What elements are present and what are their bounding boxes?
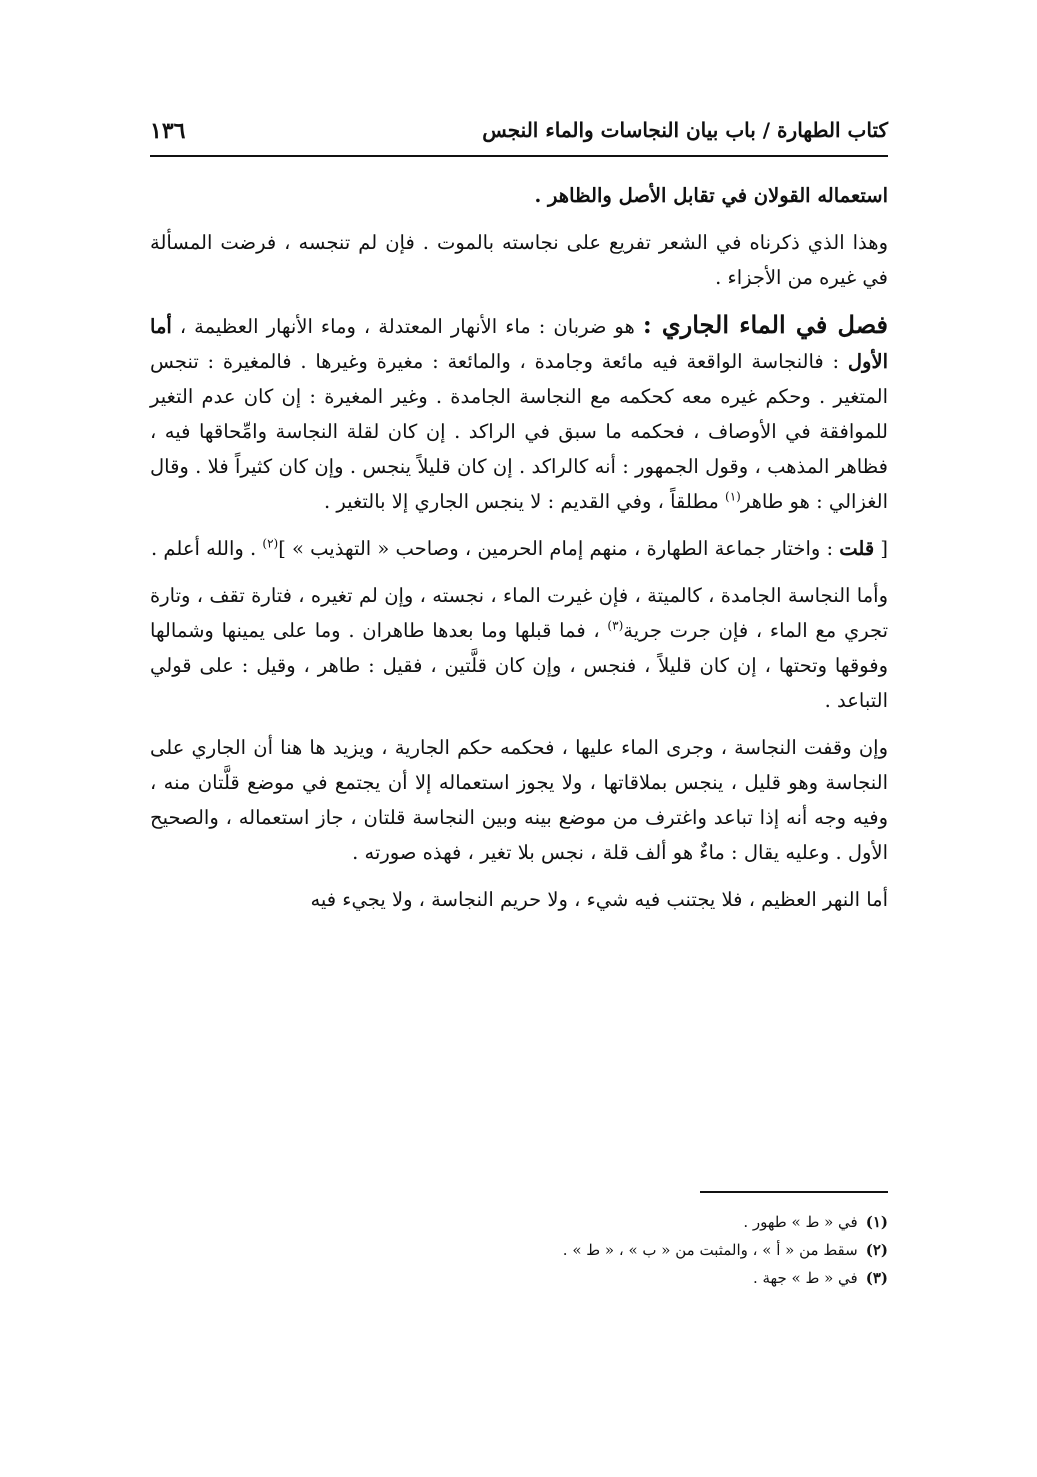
footnote-ref-1: (١) (725, 489, 741, 504)
paragraph-3-part-c: : فالنجاسة الواقعة فيه مائعة وجامدة ، والمائعة : مغيرة وغيرها . فالمغيرة : تنجس المتغير . وحكم غيره معه كحكمه مع النجاسة الجامدة . وغير المغيرة : إن كان عدم التغير للموافقة في الأوصاف ، فحكمه ما سبق في الراكد . إن كان لقلة النجاسة وامِّحاقها فيه ، فظاهر المذهب ، وقول الجمهور : أنه كالراكد . إن كان قليلاً ينجس . وإن كان كثيراً فلا . وقال الغزالي : هو طاهر (150, 350, 888, 513)
footnote-number: (١) (865, 1213, 888, 1231)
paragraph-2: وهذا الذي ذكرناه في الشعر تفريع على نجاسته بالموت . فإن لم تنجسه ، فرضت المسألة في غيره من الأجزاء . (150, 231, 888, 289)
footnote-divider (700, 1191, 888, 1193)
paragraph-1-text: استعماله القولان في تقابل الأصل والظاهر . (534, 184, 888, 207)
paragraph-5 (150, 578, 888, 718)
paragraph-1 (150, 178, 888, 213)
footnote-text: في « ط » جهة . (752, 1269, 858, 1287)
paragraph-3-part-d: مطلقاً ، وفي القديم : لا ينجس الجاري إلا بالتغير . (323, 490, 725, 513)
footnotes (150, 1208, 888, 1292)
footnote-ref-3: (٣) (607, 618, 624, 633)
footnote-text: سقط من « أ » ، والمثبت من « ب » ، « ط » . (562, 1241, 858, 1259)
paragraph-3-part-a: هو ضربان : ماء الأنهار المعتدلة ، وماء الأنهار العظيمة ، (171, 315, 643, 338)
header-divider (150, 155, 888, 157)
paragraph-3-emphasis: أما الأول (150, 315, 888, 373)
footnote-text: في « ط » طهور . (743, 1213, 858, 1231)
page-number: ١٣٦ (150, 118, 186, 144)
paragraph-7: أما النهر العظيم ، فلا يجتنب فيه شيء ، ولا حريم النجاسة ، ولا يجيء فيه (310, 888, 888, 911)
paragraph-5-part-a: وأما النجاسة الجامدة ، كالميتة ، فإن غيرت الماء ، نجسته ، وإن لم تغيره ، فتارة تقف ، وتارة تجري مع الماء ، فإن جرت جرية (150, 584, 888, 642)
footnote-1 (150, 1208, 888, 1236)
paragraph-4 (150, 531, 888, 566)
bracket-open: [ (874, 537, 888, 560)
paragraph-3 (150, 307, 888, 519)
main-text (150, 178, 888, 929)
paragraph-4-part-c: : واختار جماعة الطهارة ، منهم إمام الحرمين ، وصاحب « التهذيب » ] (278, 537, 840, 560)
footnote-3 (150, 1264, 888, 1292)
paragraph-4-part-d: . والله أعلم . (151, 537, 263, 560)
section-title: فصل في الماء الجاري : (642, 310, 888, 339)
paragraph-6: وإن وقفت النجاسة ، وجرى الماء عليها ، فحكمه حكم الجارية ، ويزيد ها هنا أن الجاري على النجاسة وهو قليل ، ينجس بملاقاتها ، ولا يجوز استعماله إلا أن يجتمع في موضع قلَّتان منه ، وفيه وجه أنه إذا تباعد واغترف من موضع بينه وبين النجاسة قلتان ، جاز استعماله ، والصحيح الأول . وعليه يقال : ماءٌ هو ألف قلة ، نجس بلا تغير ، فهذه صورته . (150, 736, 888, 864)
running-title: كتاب الطهارة / باب بيان النجاسات والماء النجس (482, 118, 888, 142)
paragraph-5-part-b: ، فما قبلها وما بعدها طاهران . وما على يمينها وشمالها وفوقها وتحتها ، إن كان قليلاً ، فنجس ، وإن كان قلَّتين ، فقيل : طاهر ، وقيل : على قولي التباعد . (150, 619, 888, 712)
footnote-number: (٣) (865, 1269, 888, 1287)
footnote-number: (٢) (865, 1241, 888, 1259)
footnote-2 (150, 1236, 888, 1264)
qultu-keyword: قلت (839, 537, 875, 560)
page-header (150, 118, 888, 154)
footnote-ref-2: (٢) (262, 536, 279, 551)
